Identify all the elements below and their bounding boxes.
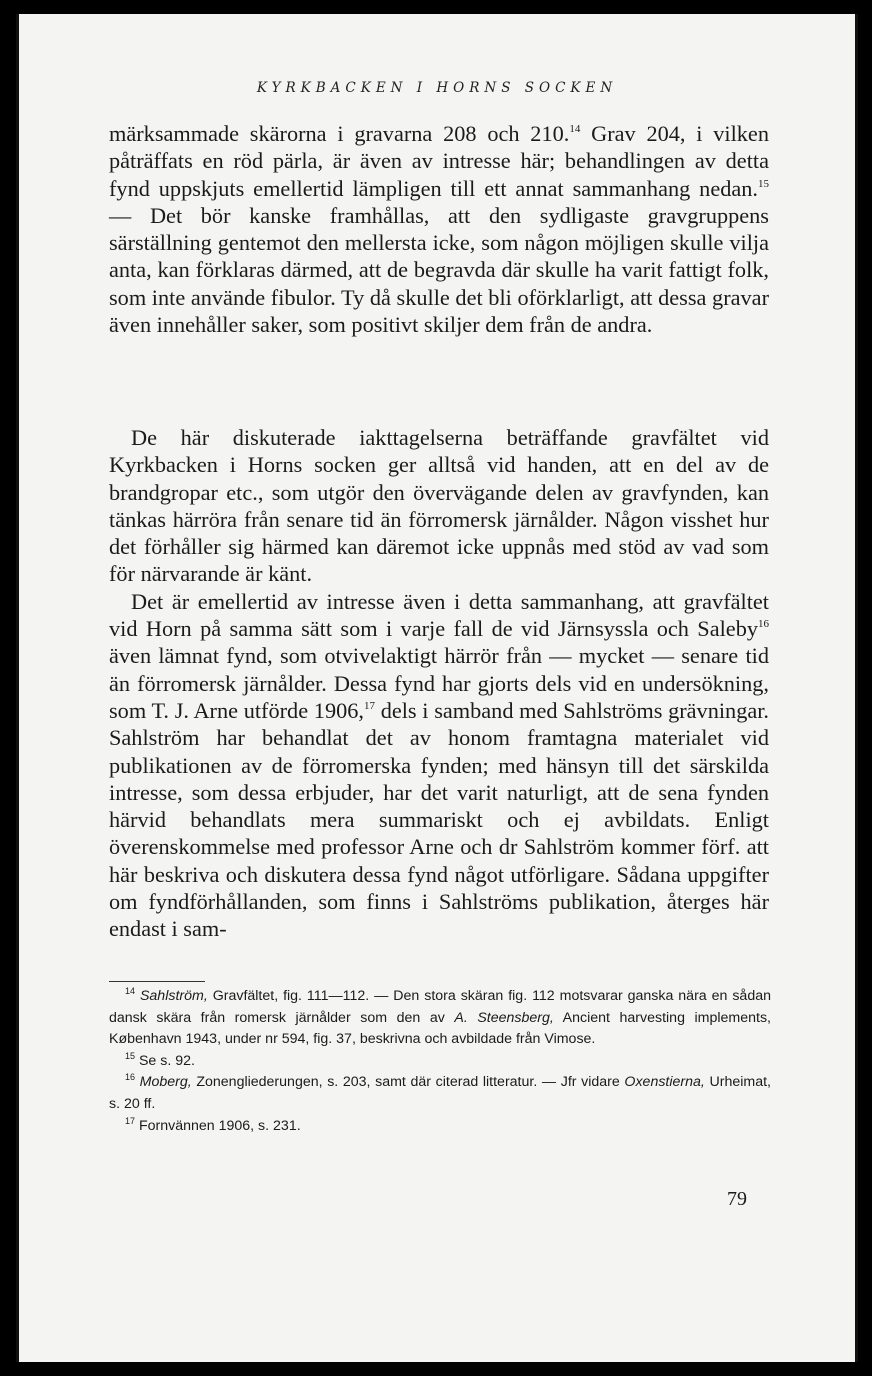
footnote-15 [109,1051,771,1073]
footnotes [109,986,771,1137]
footnote-author: Oxenstierna, [624,1074,705,1091]
paragraph-3 [109,588,769,943]
footnote-text: Se s. 92. [135,1052,195,1069]
running-header: KYRKBACKEN I HORNS SOCKEN [256,80,618,96]
footnote-number: 15 [125,1050,136,1061]
footnote-text: Gravfältet, fig. 111—112. — Den stora skäran fig. 112 motsvarar ganska nära en sådan dansk skära från romersk järnålder som den av [109,988,771,1026]
footnote-divider [109,981,205,982]
footnote-text: Zonengliederungen, s. 203, samt där citerad litteratur. — Jfr vidare [191,1074,625,1091]
footnote-number: 16 [125,1072,136,1083]
paragraph-1-part-2: Grav 204, i vilken påträffats en röd pärla, är även av intresse här; behandlingen av detta fynd uppskjuts emellertid lämpligen till ett annat sammanhang nedan. [109,121,769,201]
book-page [16,14,858,1362]
paragraph-2: De här diskuterade iakttagelserna beträffande gravfältet vid Kyrkbacken i Horns socken ger alltså vid handen, att en del av de brandgropar etc., som utgör den övervägande delen av gravfynden, kan tänkas härröra från senare tid än förromersk järnålder. Någon visshet hur det förhåller sig härmed kan däremot icke uppnås med stöd av vad som för närvarande är känt. [109,425,769,587]
footnote-16 [109,1072,771,1115]
footnote-text: Urheimat, s. 20 ff. [109,1074,771,1112]
footnote-ref-16[interactable]: 16 [758,618,769,631]
footnote-ref-15[interactable]: 15 [758,177,769,190]
body-text-main [109,424,769,943]
paragraph-1-part-1: märksammade skärorna i gravarna 208 och 210. [109,121,570,146]
paragraph-3-part-3: dels i samband med Sahlströms grävningar. Sahlström har behandlat det av honom framtagna materialet vid publikationen av de förromerska fynden; med hänsyn till det särskilda intresse, som dessa erbjuder, har det varit naturligt, att de sena fynden härvid behandlats mera summariskt och ej avbildats. Enligt överenskommelse med professor Arne och dr Sahlström kommer förf. att här beskriva och diskutera dessa fynd något utförligare. Sådana uppgifter om fyndförhållanden, som finns i Sahlströms publikation, återges här endast i sam- [109,697,770,942]
footnote-author: Sahlström, [139,988,208,1004]
footnote-number: 17 [125,1115,136,1126]
footnote-ref-14[interactable]: 14 [569,123,581,135]
page-number: 79 [727,1188,747,1210]
footnote-ref-17[interactable]: 17 [363,699,375,712]
footnote-17 [109,1116,771,1138]
paragraph-1-part-3: — Det bör kanske framhållas, att den sydligaste gravgruppens särställning gentemot den mellersta icke, som någon möjligen skulle vilja anta, kan förklaras därmed, att de begravda där skulle ha varit fattigt folk, som inte använde fibulor. Ty då skulle det bli oförklarligt, att dessa gravar även innehåller saker, som positivt skiljer dem från de andra. [109,202,769,338]
paragraph-1 [109,120,769,338]
footnote-text: Fornvännen 1906, s. 231. [135,1117,301,1134]
footnote-author: Moberg, [139,1074,192,1091]
paragraph-3-part-1: Det är emellertid av intresse även i detta sammanhang, att gravfältet vid Horn på samma sätt som i varje fall de vid Järnsyssla och Saleby [109,588,769,642]
footnote-14 [109,986,771,1051]
footnote-number: 14 [125,986,136,996]
body-text-top [109,120,769,338]
footnote-text: Ancient harvesting implements, København 1943, under nr 594, fig. 37, beskrivna och avbildade från Vimose. [109,1009,771,1048]
paragraph-3-part-2: även lämnat fynd, som otvivelaktigt härrör från — mycket — senare tid än förromersk järnålder. Dessa fynd har gjorts dels vid en undersökning, som T. J. Arne utförde 1906, [109,643,769,723]
footnote-author: A. Steensberg, [454,1009,554,1026]
